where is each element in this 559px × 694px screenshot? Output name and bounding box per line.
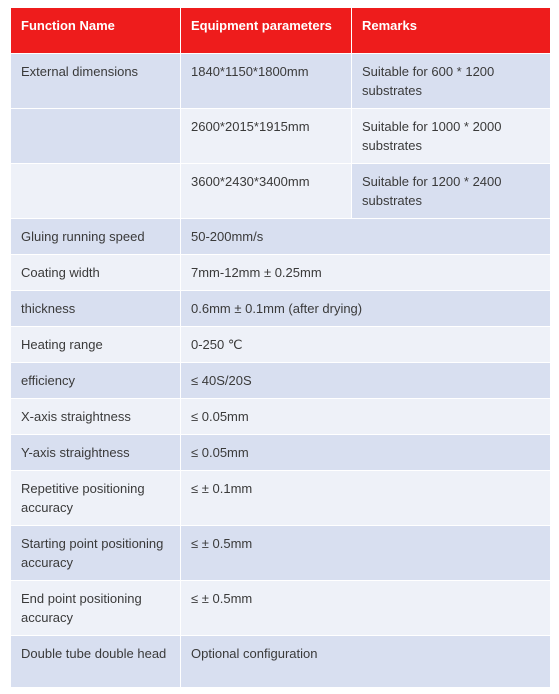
parameter-cell: 0.6mm ± 0.1mm (after drying) <box>181 291 551 327</box>
table-row <box>11 435 551 471</box>
function-name-cell: Double tube double head <box>11 636 181 688</box>
table-row <box>11 219 551 255</box>
remark-cell: Suitable for 600 * 1200 substrates <box>352 54 551 109</box>
parameter-cell: 7mm-12mm ± 0.25mm <box>181 255 551 291</box>
parameter-cell: ≤ 40S/20S <box>181 363 551 399</box>
table-row <box>11 54 551 109</box>
function-name-cell: Starting point positioning accuracy <box>11 526 181 581</box>
parameter-cell: 3600*2430*3400mm <box>181 164 352 219</box>
function-name-cell: X-axis straightness <box>11 399 181 435</box>
parameter-cell: ≤ ± 0.1mm <box>181 471 551 526</box>
function-name-cell: thickness <box>11 291 181 327</box>
specification-table <box>10 7 551 688</box>
parameter-cell: ≤ 0.05mm <box>181 399 551 435</box>
table-row <box>11 164 551 219</box>
parameter-cell: ≤ ± 0.5mm <box>181 526 551 581</box>
remark-cell: Suitable for 1000 * 2000 substrates <box>352 109 551 164</box>
header-equipment-parameters: Equipment parameters <box>181 8 352 54</box>
table-row <box>11 526 551 581</box>
table-row <box>11 291 551 327</box>
parameter-cell: ≤ 0.05mm <box>181 435 551 471</box>
function-name-cell: Gluing running speed <box>11 219 181 255</box>
function-name-cell: External dimensions <box>11 54 181 109</box>
parameter-cell: 0-250 ℃ <box>181 327 551 363</box>
function-name-cell <box>11 109 181 164</box>
parameter-cell: Optional configuration <box>181 636 551 688</box>
table-row <box>11 636 551 688</box>
parameter-cell: 50-200mm/s <box>181 219 551 255</box>
table-row <box>11 327 551 363</box>
parameter-cell: 2600*2015*1915mm <box>181 109 352 164</box>
table-row <box>11 363 551 399</box>
function-name-cell: Coating width <box>11 255 181 291</box>
table-row <box>11 109 551 164</box>
function-name-cell <box>11 164 181 219</box>
header-function-name: Function Name <box>11 8 181 54</box>
function-name-cell: Y-axis straightness <box>11 435 181 471</box>
header-row <box>11 8 551 54</box>
function-name-cell: Repetitive positioning accuracy <box>11 471 181 526</box>
function-name-cell: Heating range <box>11 327 181 363</box>
function-name-cell: End point positioning accuracy <box>11 581 181 636</box>
remark-cell: Suitable for 1200 * 2400 substrates <box>352 164 551 219</box>
table-row <box>11 581 551 636</box>
header-remarks: Remarks <box>352 8 551 54</box>
parameter-cell: 1840*1150*1800mm <box>181 54 352 109</box>
parameter-cell: ≤ ± 0.5mm <box>181 581 551 636</box>
table-row <box>11 399 551 435</box>
table-row <box>11 471 551 526</box>
function-name-cell: efficiency <box>11 363 181 399</box>
table-row <box>11 255 551 291</box>
